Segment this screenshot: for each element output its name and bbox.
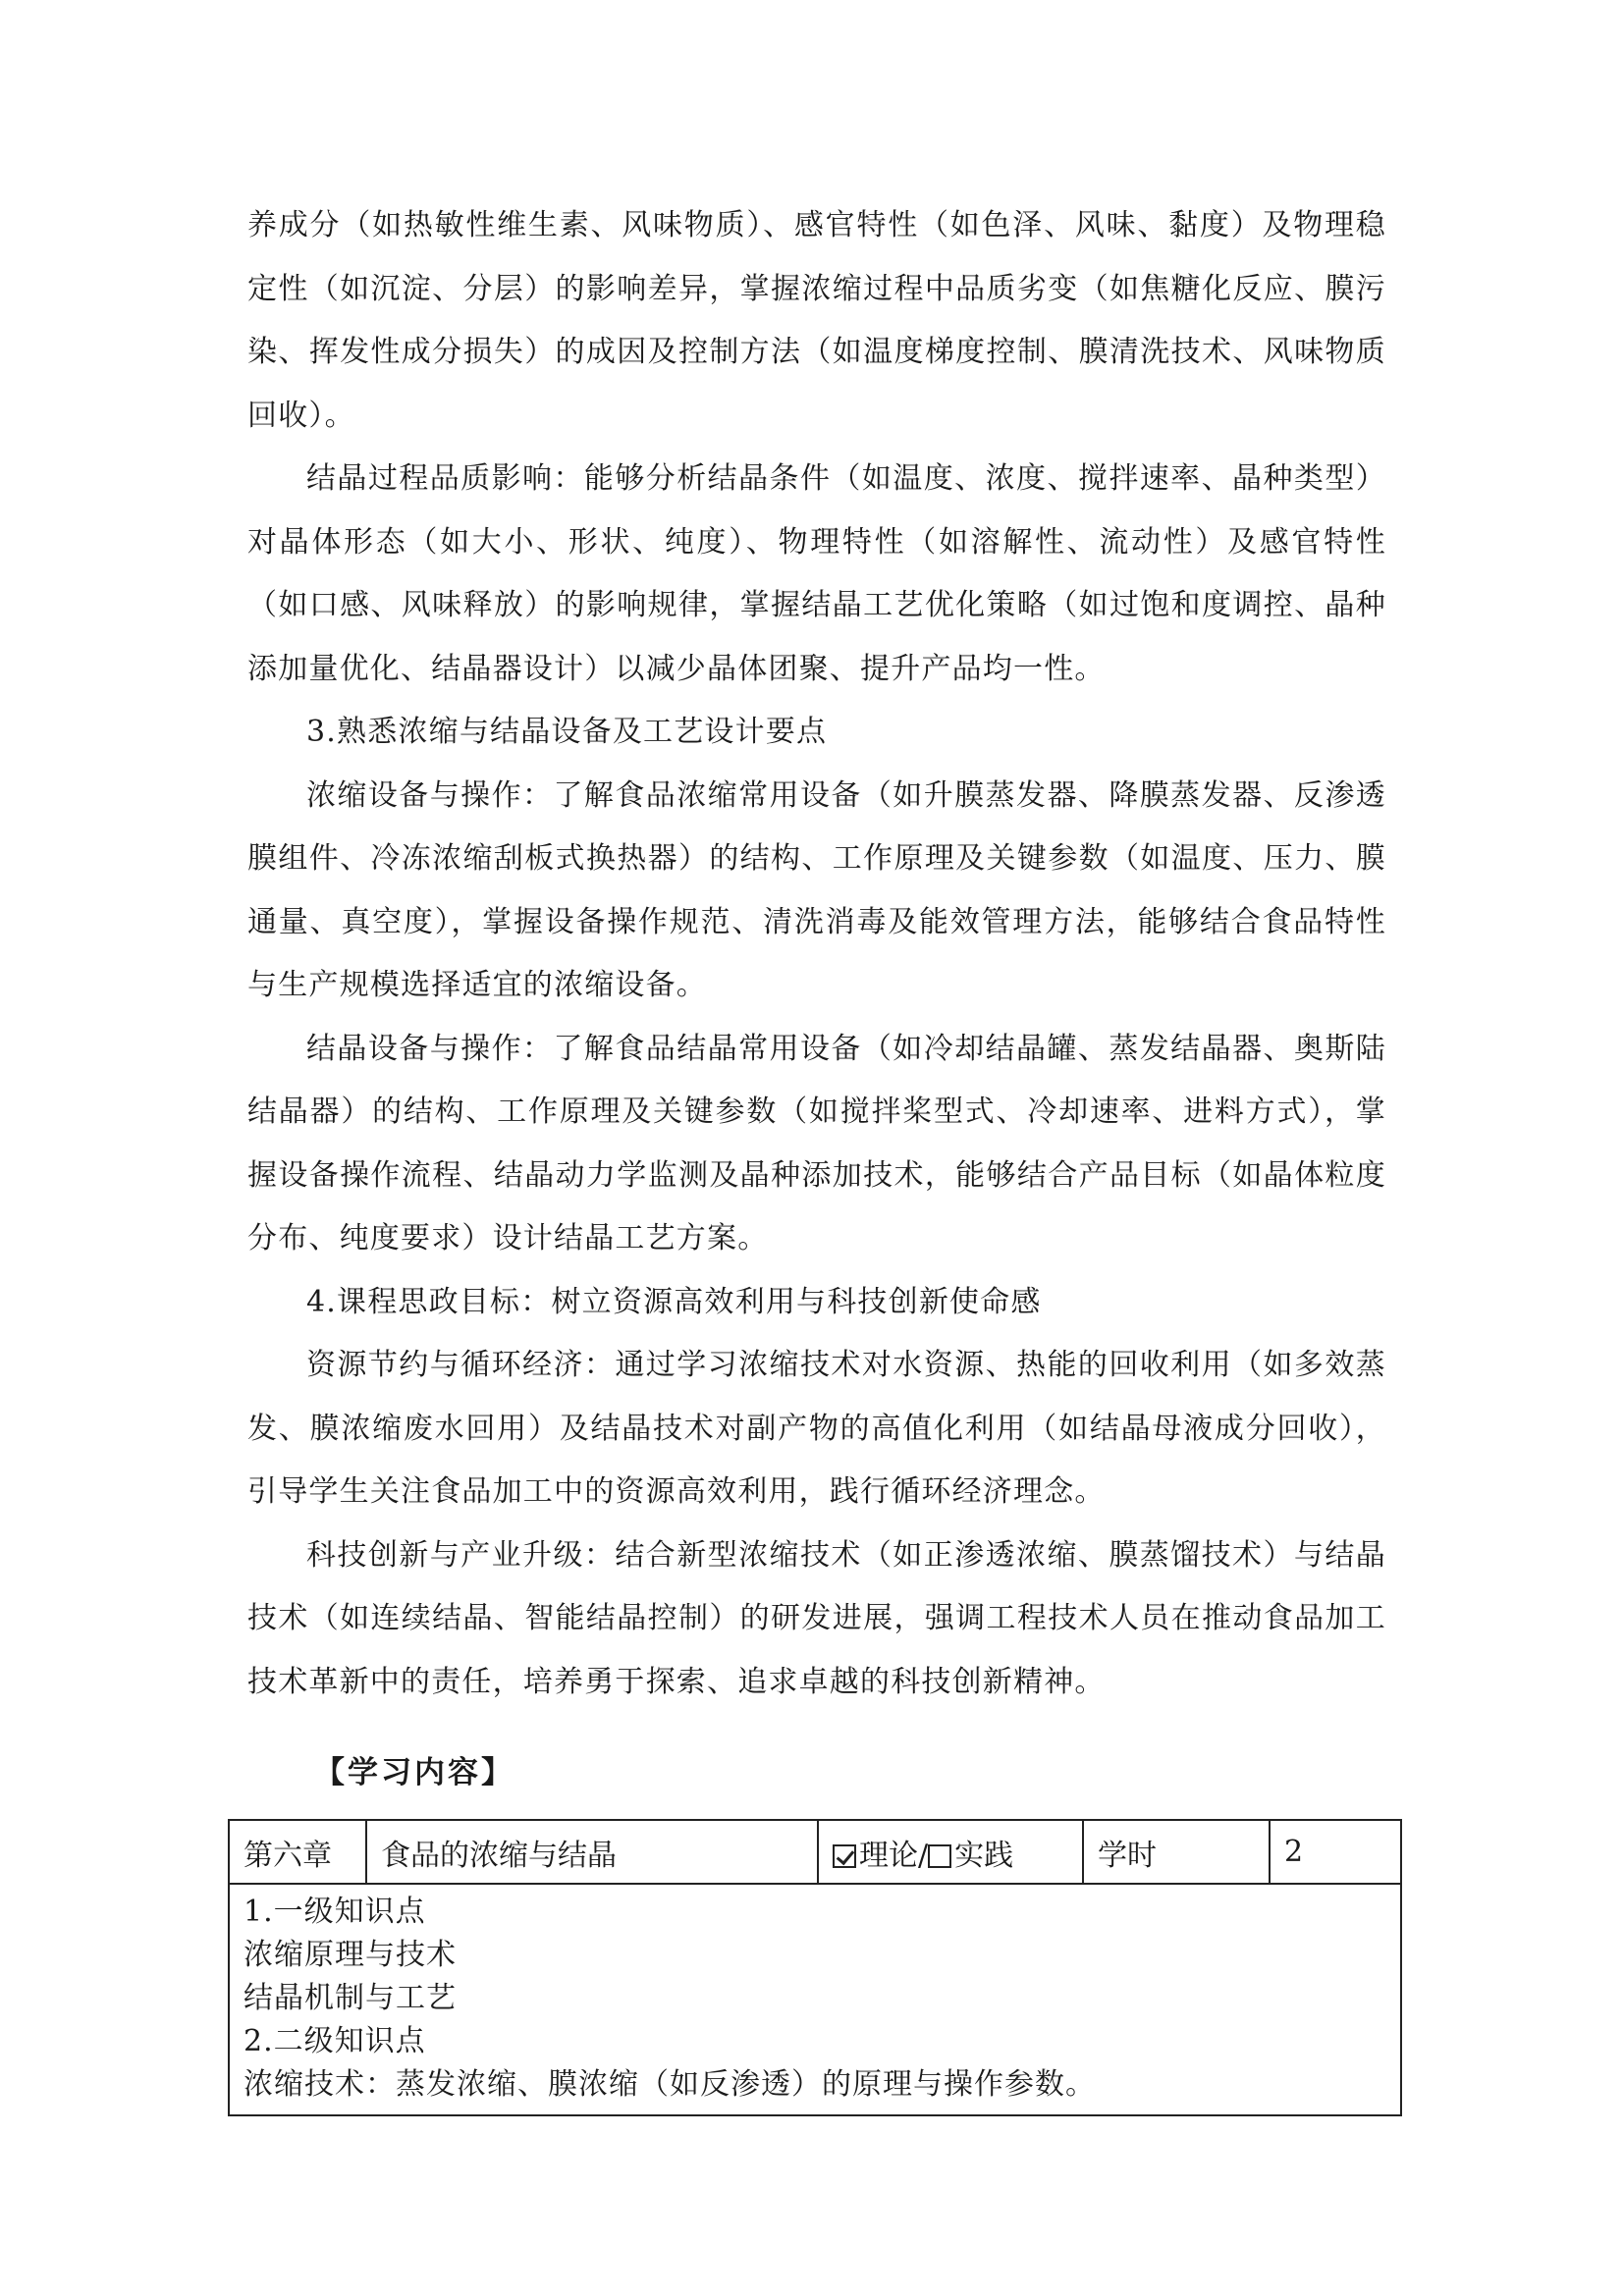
knowledge-point-line: 1.一级知识点 xyxy=(243,1895,426,1929)
paragraph-crystallization-equipment: 结晶设备与操作：了解食品结晶常用设备（如冷却结晶罐、蒸发结晶器、奥斯陆结晶器）的结构、工作原理及关键参数（如搅拌桨型式、冷却速率、进料方式），掌握设备操作流程、结晶动力学监测及晶种添加技术，能够结合产品目标（如晶体粒度分布、纯度要求）设计结晶工艺方案。 xyxy=(247,1031,1386,1255)
chapter-cell: 第六章 xyxy=(229,1820,366,1884)
knowledge-point-line: 浓缩原理与技术 xyxy=(243,1938,457,1972)
knowledge-point-line: 2.二级知识点 xyxy=(243,2024,426,2058)
paragraph-crystallization-quality: 结晶过程品质影响：能够分析结晶条件（如温度、浓度、搅拌速率、晶种类型）对晶体形态（如大小、形状、纯度）、物理特性（如溶解性、流动性）及感官特性（如口感、风味释放）的影响规律，掌握结晶工艺优化策略（如过饱和度调控、晶种添加量优化、结晶器设计）以减少晶体团聚、提升产品均一性。 xyxy=(247,461,1386,686)
section-heading-learning-content: 【学习内容】 xyxy=(314,1755,514,1790)
course-table xyxy=(228,1819,1402,2116)
paragraph-quality-concentration: 养成分（如热敏性维生素、风味物质）、感官特性（如色泽、风味、黏度）及物理稳定性（如沉淀、分层）的影响差异，掌握浓缩过程中品质劣变（如焦糖化反应、膜污染、挥发性成分损失）的成因及控制方法（如温度梯度控制、膜清洗技术、风味物质回收）。 xyxy=(247,208,1386,433)
hours-value-cell: 2 xyxy=(1270,1820,1401,1884)
paragraph-concentration-equipment: 浓缩设备与操作：了解食品浓缩常用设备（如升膜蒸发器、降膜蒸发器、反渗透膜组件、冷冻浓缩刮板式换热器）的结构、工作原理及关键参数（如温度、压力、膜通量、真空度），掌握设备操作规范、清洗消毒及能效管理方法，能够结合食品特性与生产规模选择适宜的浓缩设备。 xyxy=(247,777,1386,1002)
paragraph-resource-economy: 资源节约与循环经济：通过学习浓缩技术对水资源、热能的回收利用（如多效蒸发、膜浓缩废水回用）及结晶技术对副产物的高值化利用（如结晶母液成分回收），引导学生关注食品加工中的资源高效利用，践行循环经济理念。 xyxy=(247,1348,1386,1509)
practice-checkbox[interactable] xyxy=(928,1844,951,1868)
chapter-title-cell: 食品的浓缩与结晶 xyxy=(366,1820,818,1884)
theory-checkbox[interactable] xyxy=(833,1844,856,1868)
course-type-cell xyxy=(818,1820,1083,1884)
objective-heading-4: 4.课程思政目标：树立资源高效利用与科技创新使命感 xyxy=(306,1284,1042,1319)
body-text xyxy=(247,194,1386,1714)
course-table-header-row xyxy=(229,1820,1401,1884)
theory-label: 理论/ xyxy=(859,1838,929,1873)
knowledge-points-cell xyxy=(229,1884,1401,2115)
knowledge-point-line: 浓缩技术：蒸发浓缩、膜浓缩（如反渗透）的原理与操作参数。 xyxy=(243,2067,1096,2102)
objective-heading-3: 3.熟悉浓缩与结晶设备及工艺设计要点 xyxy=(306,715,828,749)
paragraph-innovation: 科技创新与产业升级：结合新型浓缩技术（如正渗透浓缩、膜蒸馏技术）与结晶技术（如连续结晶、智能结晶控制）的研发进展，强调工程技术人员在推动食品加工技术革新中的责任，培养勇于探索、追求卓越的科技创新精神。 xyxy=(247,1537,1386,1699)
knowledge-point-line: 结晶机制与工艺 xyxy=(243,1981,457,2015)
practice-label: 实践 xyxy=(954,1838,1014,1873)
knowledge-points-row xyxy=(229,1884,1401,2115)
hours-label-cell: 学时 xyxy=(1083,1820,1270,1884)
